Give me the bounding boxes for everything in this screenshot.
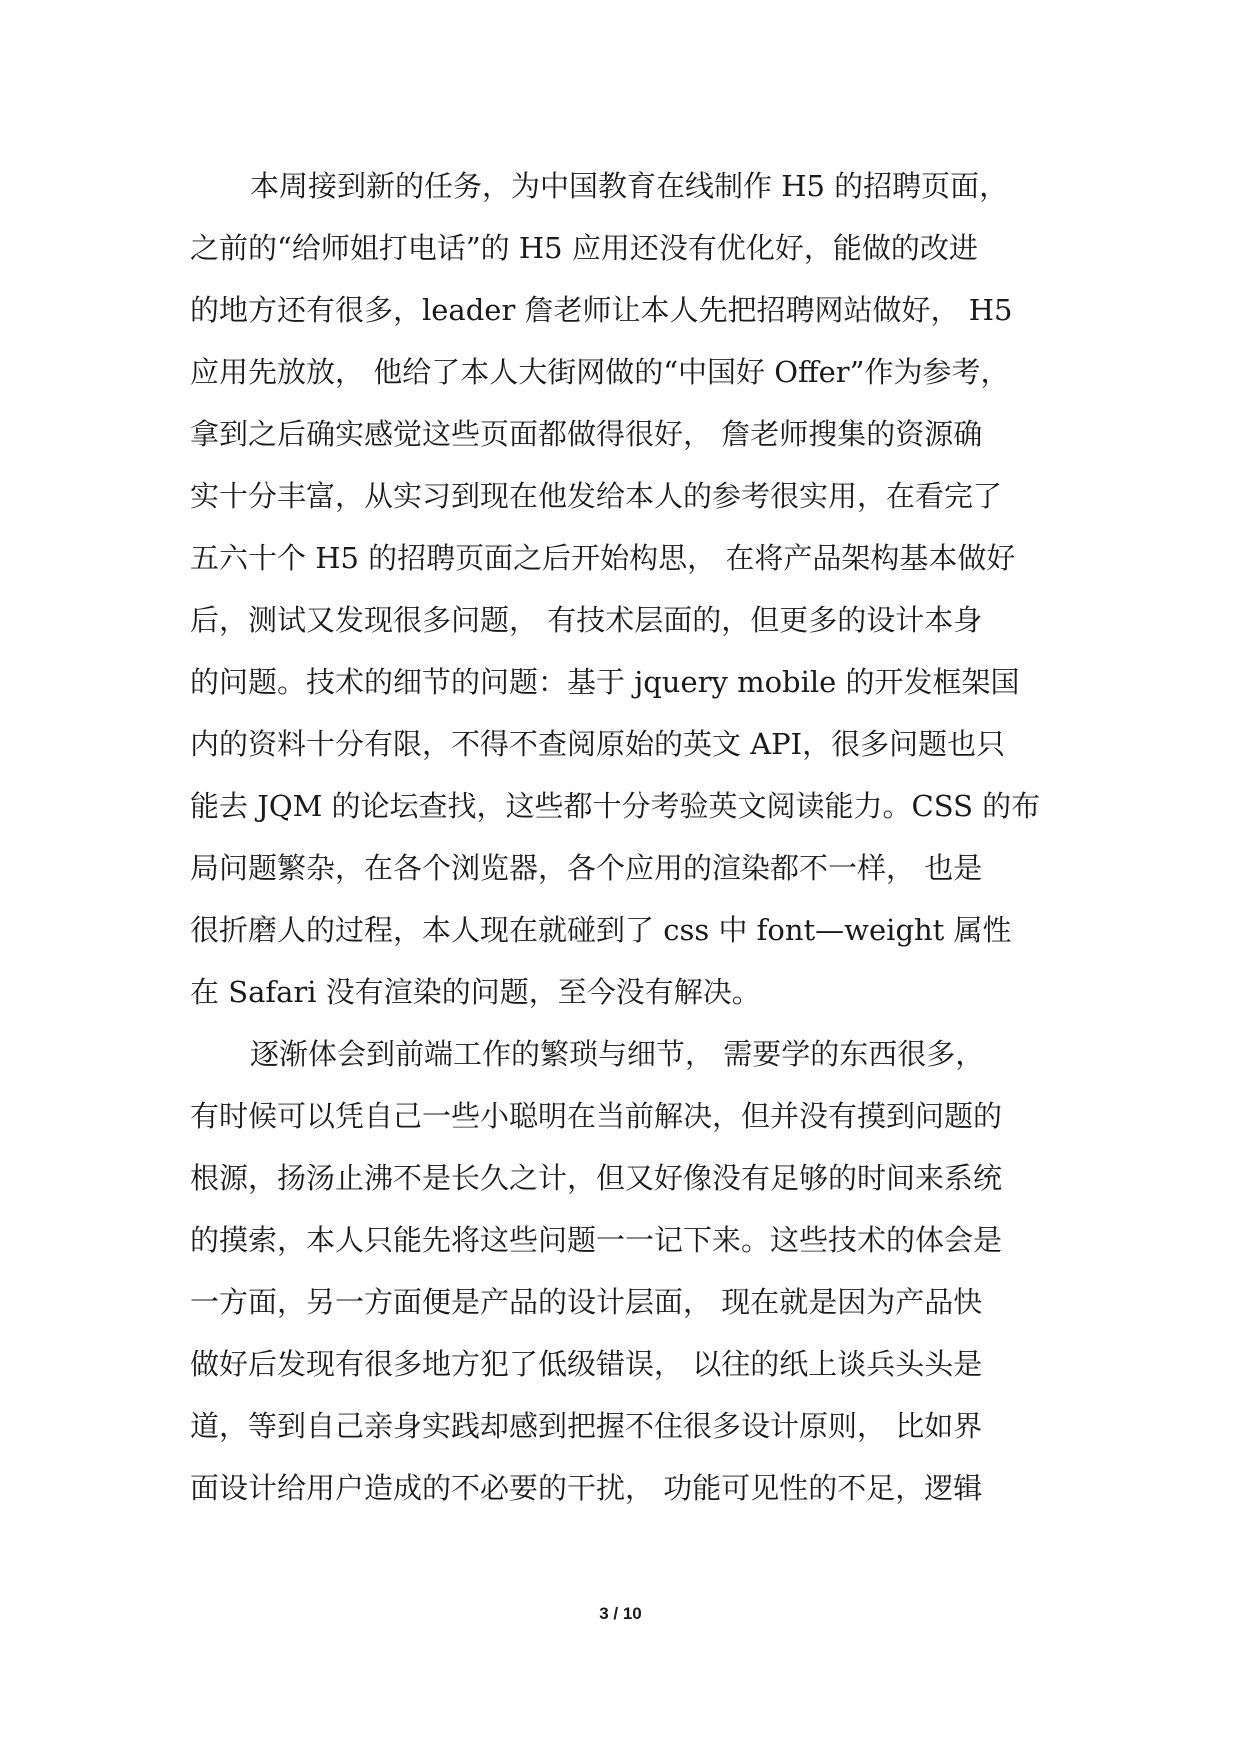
text-line: 实十分丰富，从实习到现在他发给本人的参考很实用，在看完了 — [190, 479, 1003, 513]
text-line: 在 Safari 没有渲染的问题，至今没有解决。 — [190, 975, 761, 1009]
text-line: 面设计给用户造成的不必要的干扰， 功能可见性的不足，逻辑 — [190, 1471, 983, 1505]
page-number: 3 / 10 — [599, 1604, 642, 1623]
text-line: 根源，扬汤止沸不是长久之计，但又好像没有足够的时间来系统 — [190, 1161, 1003, 1195]
text-line: 很折磨人的过程，本人现在就碰到了 css 中 font—weight 属性 — [190, 913, 1012, 947]
text-line: 之前的“给师姐打电话”的 H5 应用还没有优化好，能做的改进 — [190, 231, 978, 265]
text-line: 的摸索，本人只能先将这些问题一一记下来。这些技术的体会是 — [190, 1223, 1003, 1257]
text-line: 内的资料十分有限，不得不查阅原始的英文 API，很多问题也只 — [190, 727, 1006, 761]
text-line: 的地方还有很多，leader 詹老师让本人先把招聘网站做好， H5 — [190, 293, 1013, 327]
text-line: 的问题。技术的细节的问题：基于 jquery mobile 的开发框架国 — [190, 665, 1020, 699]
text-line: 五六十个 H5 的招聘页面之后开始构思， 在将产品架构基本做好 — [190, 541, 1016, 575]
text-line: 应用先放放， 他给了本人大街网做的“中国好 Offer”作为参考， — [190, 355, 1010, 389]
text-line: 一方面，另一方面便是产品的设计层面， 现在就是因为产品快 — [190, 1285, 983, 1319]
text-line: 道，等到自己亲身实践却感到把握不住很多设计原则， 比如界 — [190, 1409, 983, 1443]
text-line: 做好后发现有很多地方犯了低级错误， 以往的纸上谈兵头头是 — [190, 1347, 983, 1381]
document-body — [190, 155, 1050, 1519]
text-line: 逐渐体会到前端工作的繁琐与细节， 需要学的东西很多， — [250, 1037, 985, 1071]
text-line: 拿到之后确实感觉这些页面都做得很好， 詹老师搜集的资源确 — [190, 417, 983, 451]
text-line: 能去 JQM 的论坛查找，这些都十分考验英文阅读能力。CSS 的布 — [190, 789, 1041, 823]
paragraph-1 — [190, 155, 1050, 1023]
paragraph-2 — [190, 1023, 1050, 1519]
text-line: 后，测试又发现很多问题， 有技术层面的，但更多的设计本身 — [190, 603, 983, 637]
text-line: 本周接到新的任务，为中国教育在线制作 H5 的招聘页面， — [250, 169, 1009, 203]
text-line: 有时候可以凭自己一些小聪明在当前解决，但并没有摸到问题的 — [190, 1099, 1003, 1133]
text-line: 局问题繁杂，在各个浏览器，各个应用的渲染都不一样， 也是 — [190, 851, 983, 885]
